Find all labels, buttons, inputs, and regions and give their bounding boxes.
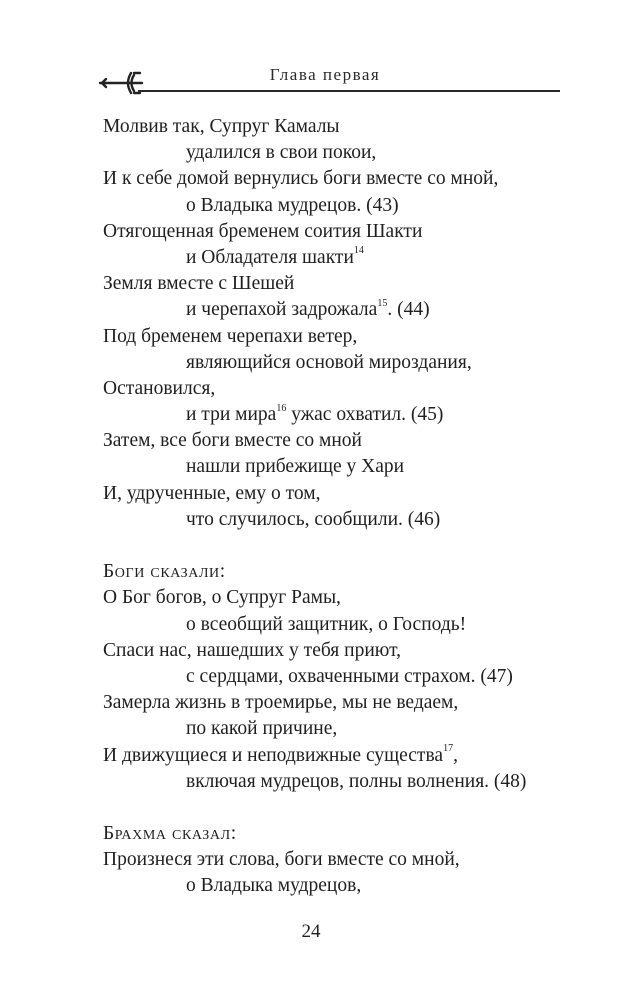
page-number: 24 bbox=[301, 921, 321, 942]
verse-line: и три мира$^{16}$ ужас охватил. (45) bbox=[186, 402, 444, 426]
footnote-ref: 14 bbox=[353, 245, 364, 257]
verse-line: что случилось, сообщили. (46) bbox=[186, 508, 441, 530]
verse-line: о Владыка мудрецов, bbox=[186, 875, 362, 897]
verse-line: Затем, все боги вместе со мной bbox=[103, 430, 362, 452]
verse-line: нашли прибежище у Хари bbox=[186, 456, 405, 478]
running-header bbox=[90, 60, 560, 100]
verse-line: Молвив так, Супруг Камалы bbox=[103, 116, 340, 137]
verse-line: Земля вместе с Шешей bbox=[103, 273, 295, 295]
verse-line: Остановился, bbox=[103, 377, 216, 399]
footnote-ref: 17 bbox=[443, 743, 454, 754]
verse-line: И, удрученные, ему о том, bbox=[103, 482, 321, 504]
verse-line: о Владыка мудрецов. (43) bbox=[186, 194, 399, 216]
verse-line: О Бог богов, о Супруг Рамы, bbox=[103, 587, 341, 609]
speaker-heading: Боги сказали: bbox=[103, 561, 226, 583]
verse-line: Под бременем черепахи ветер, bbox=[103, 325, 358, 347]
verse-line: Произнеся эти слова, боги вместе со мной, bbox=[103, 849, 460, 871]
verse-line: включая мудрецов, полны волнения. (48) bbox=[186, 770, 527, 792]
stanza-gap bbox=[103, 795, 563, 821]
speaker-heading: Брахма сказал: bbox=[103, 823, 237, 845]
header-rule bbox=[138, 90, 560, 92]
verse-line: и черепахой задрожала$^{15}$. (44) bbox=[186, 297, 430, 321]
verse-line: Спаси нас, нашедших у тебя приют, bbox=[103, 639, 402, 661]
verse-line: удалился в свои покои, bbox=[186, 142, 377, 164]
footnote-ref: 15 bbox=[377, 297, 388, 309]
verse-line: И к себе домой вернулись боги вместе со мной, bbox=[103, 168, 499, 190]
verse-line: Замерла жизнь в троемирье, мы не ведаем, bbox=[103, 692, 459, 714]
chapter-title: Глава первая bbox=[269, 65, 381, 84]
verse-line: Отягощенная бременем соития Шакти bbox=[103, 220, 423, 242]
verse-line: о всеобщий защитник, о Господь! bbox=[186, 613, 467, 635]
verse-line: являющийся основой мироздания, bbox=[186, 351, 472, 373]
verse-block bbox=[103, 114, 563, 900]
verse-line: и Обладателя шакти$^{14}$ bbox=[186, 245, 364, 268]
verse-line: с сердцами, охваченными страхом. (47) bbox=[186, 665, 513, 687]
footnote-ref: 16 bbox=[276, 402, 287, 414]
stanza-gap bbox=[103, 533, 563, 559]
verse-line: по какой причине, bbox=[186, 718, 338, 740]
verse-line: И движущиеся и неподвижные существа$^{17}$, bbox=[103, 743, 458, 766]
